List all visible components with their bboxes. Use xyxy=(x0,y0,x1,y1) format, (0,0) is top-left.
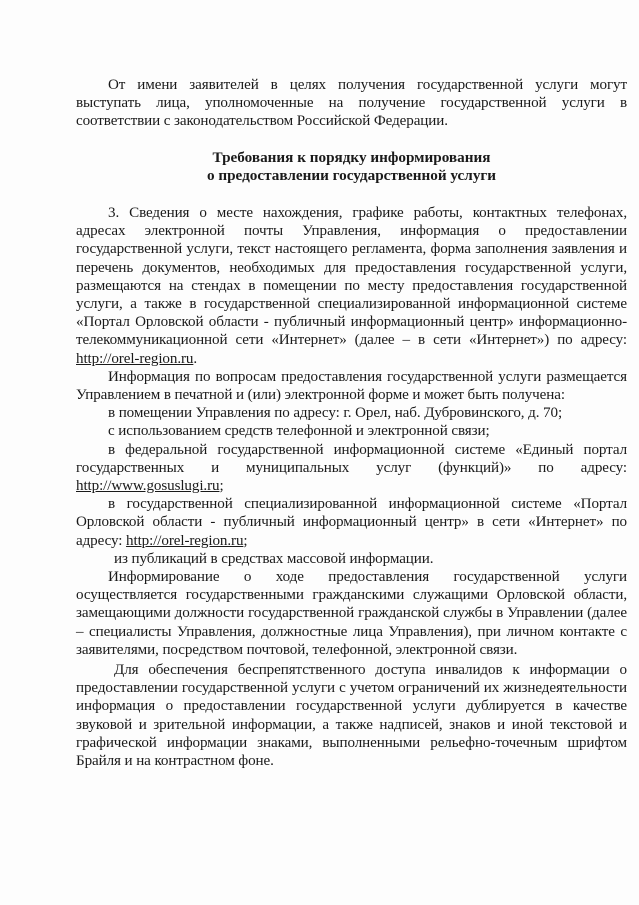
body-block xyxy=(76,204,627,770)
paragraph-3 xyxy=(76,204,627,368)
section-heading-line2: о предоставлении государственной услуги xyxy=(206,167,497,185)
list-item-phone: с использованием средств телефонной и электронной связи; xyxy=(108,423,490,440)
gosuslugi-link[interactable]: http://www.gosuslugi.ru xyxy=(76,478,220,495)
list-item-gosuslugi-end: ; xyxy=(219,478,224,495)
list-item-orel-portal-text: в государственной специализированной информационной системе «Портал Орловской области - публичный информационный центр» в сети «Интернет» по адресу: xyxy=(76,496,627,549)
list-item-orel-portal xyxy=(76,495,627,550)
orel-region-link-2[interactable]: http://orel-region.ru xyxy=(126,532,244,549)
intro-paragraph: От имени заявителей в целях получения государственной услуги могут выступать лица, уполномоченные на получение государственной услуги в соответствии с законодательством Российской Федерации. xyxy=(76,77,627,130)
paragraph-3-text: 3. Сведения о месте нахождения, графике работы, контактных телефонах, адресах электронной почты Управления, информация о предоставлении государственной услуги, текст настоящего регламента, форма заполнения заявления и перечень документов, необходимых для предоставления государственной услуги, размещаются на стендах в помещении по месту предоставления государственной услуги, а также в государственной специализированной информационной системе «Портал Орловской области - публичный информационный центр» информационно-телекоммуникационной сети «Интернет» (далее – в сети «Интернет») по адресу: xyxy=(76,205,627,349)
paragraph-info: Информация по вопросам предоставления государственной услуги размещается Управлением в печатной и (или) электронной форме и может быть получена: xyxy=(76,368,627,404)
list-item-gosuslugi xyxy=(76,441,627,496)
orel-region-link[interactable]: http://orel-region.ru xyxy=(76,350,194,367)
section-heading-line1: Требования к порядку информирования xyxy=(212,149,491,166)
section-heading xyxy=(76,149,627,185)
list-item-media: из публикаций в средствах массовой информации. xyxy=(114,550,434,567)
intro-block xyxy=(76,76,627,131)
paragraph-informing: Информирование о ходе предоставления государственной услуги осуществляется государственными гражданскими служащими Орловской области, замещающими должности государственной гражданской службы в Управлении (далее – специалисты Управления, должностные лица Управления), при личном контакте с заявителями, посредством почтовой, телефонной, электронной связи. xyxy=(76,569,627,658)
list-item-orel-portal-end: ; xyxy=(243,532,248,549)
list-item-office: в помещении Управления по адресу: г. Орел, наб. Дубровинского, д. 70; xyxy=(108,405,563,422)
paragraph-accessibility: Для обеспечения беспрепятственного доступа инвалидов к информации о предоставлении государственной услуги с учетом ограничений их жизнедеятельности информация о предоставлении государственной услуги дублируется в качестве звуковой и зрительной информации, а также надписей, знаков и иной текстовой и графической информации знаками, выполненными рельефно-точечным шрифтом Брайля и на контрастном фоне. xyxy=(76,662,627,770)
paragraph-3-end: . xyxy=(193,350,198,367)
list-item-gosuslugi-text: в федеральной государственной информационной системе «Единый портал государственных и муниципальных услуг (функций)» по адресу: xyxy=(76,441,627,476)
